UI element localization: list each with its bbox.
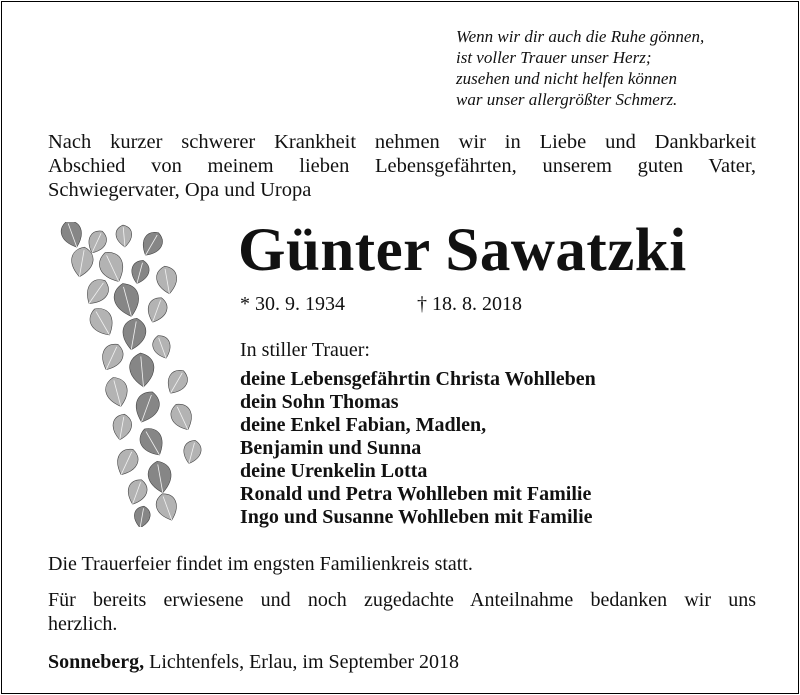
- ivy-leaf: [58, 222, 86, 251]
- obituary-notice: [1, 1, 799, 694]
- intro-text: [48, 130, 756, 202]
- life-dates: [240, 292, 522, 316]
- family-member: deine Enkel Fabian, Madlen,: [240, 414, 487, 436]
- thanks-text: [48, 588, 756, 636]
- place-date: [48, 650, 756, 674]
- place-rest: Lichtenfels, Erlau, im September 2018: [144, 651, 460, 673]
- family-member: Benjamin und Sunna: [240, 437, 422, 459]
- deceased-name: Günter Sawatzki: [238, 217, 687, 284]
- poem-line: Wenn wir dir auch die Ruhe gönnen,: [456, 27, 705, 46]
- mourning-label: In stiller Trauer:: [240, 339, 370, 361]
- family-member: deine Urenkelin Lotta: [240, 460, 428, 482]
- thanks-line: Für bereits erwiesene und noch zugedachte Anteilnahme bedanken wir uns: [48, 589, 756, 611]
- intro-line: Schwiegervater, Opa und Uropa: [48, 179, 312, 201]
- family-member: deine Lebensgefährtin Christa Wohlleben: [240, 368, 596, 390]
- family-member: dein Sohn Thomas: [240, 391, 399, 413]
- death-date: † 18. 8. 2018: [417, 293, 522, 315]
- poem-line: war unser allergrößter Schmerz.: [456, 90, 678, 109]
- birth-date: * 30. 9. 1934: [240, 293, 345, 315]
- family-member: Ronald und Petra Wohlleben mit Familie: [240, 483, 592, 505]
- poem-line: zusehen und nicht helfen können: [456, 69, 677, 88]
- intro-line: Nach kurzer schwerer Krankheit nehmen wir in Liebe und Dankbarkeit: [48, 131, 756, 153]
- poem: [456, 26, 756, 110]
- intro-line: Abschied von meinem lieben Lebensgefährten, unserem guten Vater,: [48, 155, 756, 177]
- funeral-note: Die Trauerfeier findet im engsten Familienkreis statt.: [48, 553, 473, 575]
- family-list: [240, 368, 596, 529]
- poem-line: ist voller Trauer unser Herz;: [456, 48, 652, 67]
- ivy-leaves-icon: [42, 222, 212, 527]
- thanks-line: herzlich.: [48, 613, 118, 635]
- family-member: Ingo und Susanne Wohlleben mit Familie: [240, 506, 593, 528]
- place-main: Sonneberg,: [48, 651, 145, 673]
